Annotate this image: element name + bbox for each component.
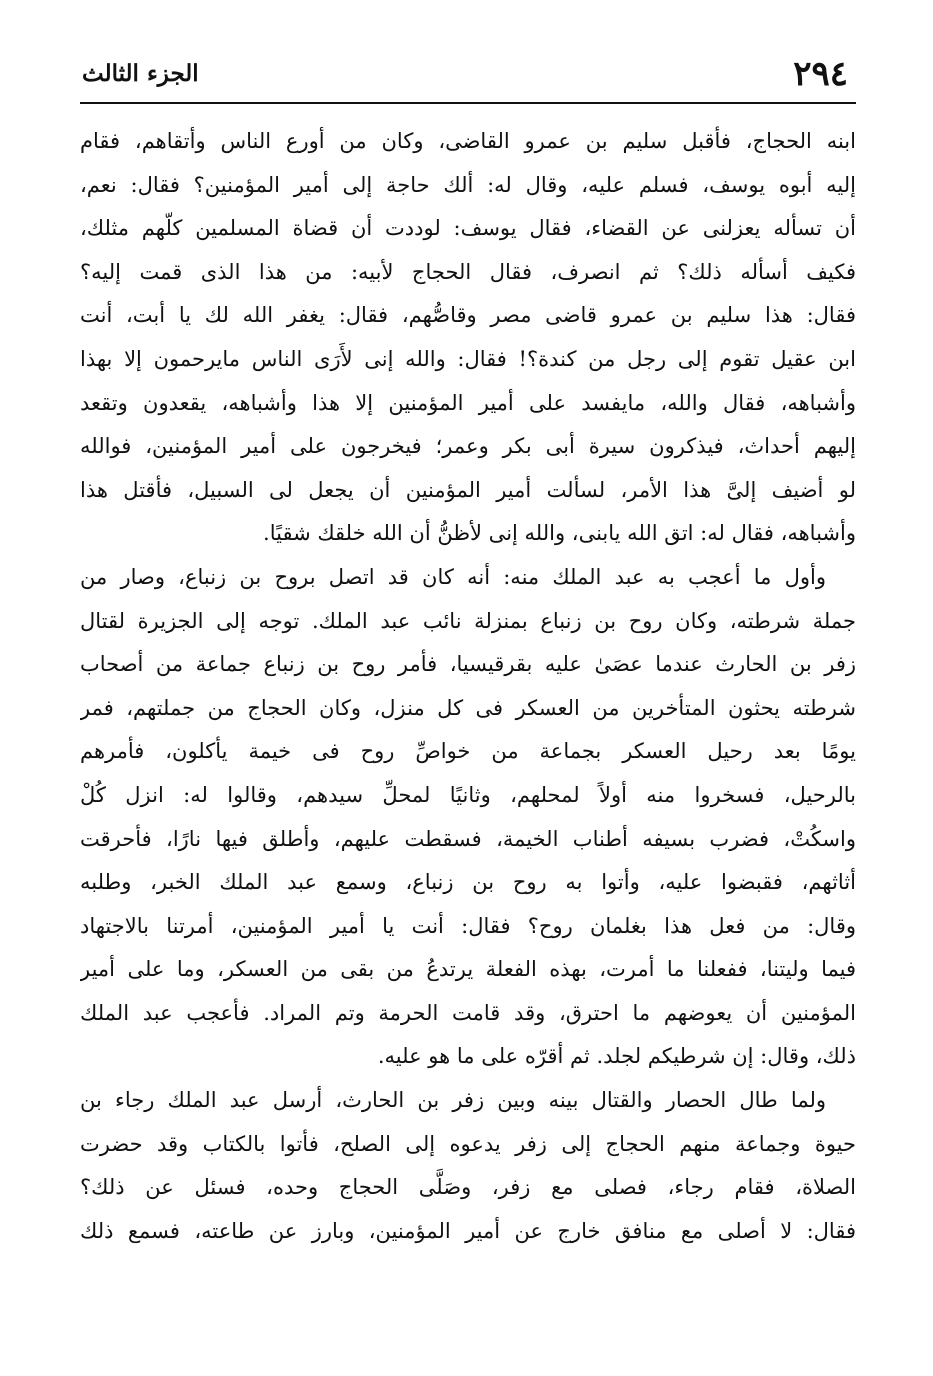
running-head [80, 50, 852, 102]
text-line: زفر بن الحارث عندما عصَىٰ عليه بقرقيسيا، فأمر روح بن زنباع جماعة من أصحاب [80, 652, 856, 677]
text-line: المؤمنين أن يعوضهم ما احترق، وقد قامت الحرمة وتم المراد. فأعجب عبد الملك [80, 1000, 856, 1025]
part-title: الجزء الثالث [82, 60, 199, 87]
text-line: إليه أبوه يوسف، فسلم عليه، وقال له: ألك حاجة إلى أمير المؤمنين؟ فقال: نعم، [80, 172, 856, 197]
paragraph-start-line: وأول ما أعجب به عبد الملك منه: أنه كان قد اتصل بروح بن زنباع، وصار من [80, 564, 826, 589]
text-line: وأشباهه، فقال والله، مايفسد على أمير المؤمنين إلا هذا وأشباهه، يقعدون وتقعد [80, 390, 856, 415]
text-line: يومًا بعد رحيل العسكر بجماعة من خواصِّ روح فى خيمة يأكلون، فأمرهم [80, 739, 856, 764]
text-line: فقال: هذا سليم بن عمرو قاضى مصر وقاصُّهم، فقال: يغفر الله لك يا أبت، أنت [80, 303, 856, 328]
text-line: أن تسأله يعزلنى عن القضاء، فقال يوسف: لوددت أن قضاة المسلمين كلّهم مثلك، [80, 216, 856, 241]
text-line: حيوة وجماعة منهم الحجاج إلى زفر يدعوه إلى الصلح، فأتوا بالكتاب وقد حضرت [80, 1131, 856, 1156]
header-rule [80, 102, 856, 104]
body-text [80, 120, 856, 1253]
text-line: ابن عقيل تقوم إلى رجل من كندة؟! فقال: والله إنى لأَرَى الناس مايرحمون إلا بهذا [80, 346, 856, 371]
text-line: واسكُتْ، فضرب بسيفه أطناب الخيمة، فسقطت عليهم، وأطلق فيها نارًا، فأحرقت [80, 826, 856, 851]
paragraph-start-line: ولما طال الحصار والقتال بينه وبين زفر بن الحارث، أرسل عبد الملك رجاء بن [80, 1088, 826, 1113]
text-line: فقال: لا أصلى مع منافق خارج عن أمير المؤمنين، وبارز عن طاعته، فسمع ذلك [80, 1218, 856, 1243]
text-line: أثاثهم، فقبضوا عليه، وأتوا به روح بن زنباع، وسمع عبد الملك الخبر، وطلبه [80, 870, 856, 895]
text-line: جملة شرطته، وكان روح بن زنباع بمنزلة نائب عبد الملك. توجه إلى الجزيرة لقتال [80, 608, 856, 633]
text-line: لو أضيف إلىَّ هذا الأمر، لسألت أمير المؤمنين أن يجعل لى السبيل، فأقتل هذا [80, 477, 856, 502]
paragraph-end-line: ذلك، وقال: إن شرطيكم لجلد. ثم أقرّه على ما هو عليه. [377, 1044, 856, 1069]
text-line: وقال: من فعل هذا بغلمان روح؟ فقال: أنت يا أمير المؤمنين، أمرتنا بالاجتهاد [80, 913, 856, 938]
paragraph-end-line: وأشباهه، فقال له: اتق الله يابنى، والله إنى لأظنُّ أن الله خلقك شقيًا. [263, 521, 856, 546]
text-line: فكيف أسأله ذلك؟ ثم انصرف، فقال الحجاج لأبيه: من هذا الذى قمت إليه؟ [80, 259, 856, 284]
text-line: الصلاة، فقام رجاء، فصلى مع زفر، وصَلَّى الحجاج وحده، فسئل عن ذلك؟ [80, 1175, 856, 1200]
text-line: بالرحيل، فسخروا منه أولاً لمحلهم، وثانيًا لمحلِّ سيدهم، وقالوا له: انزل كُلْ [80, 782, 856, 807]
page-number: ٢٩٤ [793, 54, 848, 94]
text-line: إليهم أحداث، فيذكرون سيرة أبى بكر وعمر؛ فيخرجون على أمير المؤمنين، فوالله [80, 434, 856, 459]
text-line: شرطته يحثون المتأخرين من العسكر فى كل منزل، وكان الحجاج من جملتهم، فمر [80, 695, 856, 720]
text-line: فيما وليتنا، ففعلنا ما أمرت، بهذه الفعلة يرتدعُ من بقى من العسكر، وما على أمير [80, 957, 856, 982]
text-line: ابنه الحجاج، فأقبل سليم بن عمرو القاضى، وكان من أورع الناس وأتقاهم، فقام [80, 129, 856, 153]
